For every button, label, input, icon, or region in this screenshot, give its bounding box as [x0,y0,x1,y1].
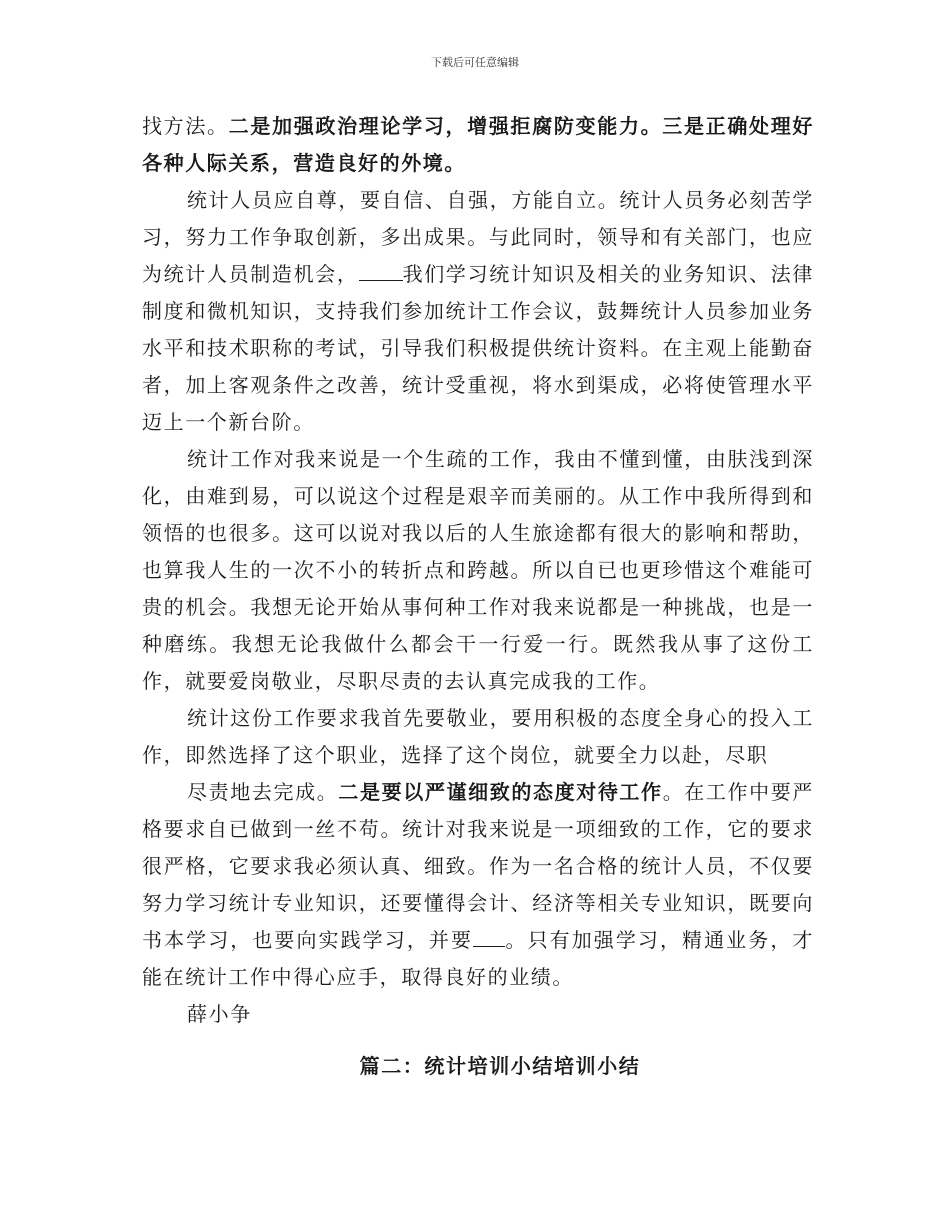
paragraph-5-lead: 尽责地去完成。 [187,780,339,804]
document-body [142,108,814,1033]
paragraph-3: 统计工作对我来说是一个生疏的工作，我由不懂到懂，由肤浅到深化，由难到易，可以说这个过程是艰辛而美丽的。从工作中我所得到和领悟的也很多。这可以说对我以后的人生旅途都有很大的影响和帮助，也算我人生的一次不小的转折点和跨越。所以自已也更珍惜这个难能可贵的机会。我想无论开始从事何种工作对我来说都是一种挑战，也是一种磨练。我想无论我做什么都会干一行爱一行。既然我从事了这份工作，就要爱岗敬业，尽职尽责的去认真完成我的工作。 [142,447,814,693]
paragraph-5-part-3: 。只有加强学习，精通业务，才能在统计工作中得心应手，取得良好的业绩。 [142,928,814,989]
paragraph-2 [142,182,814,441]
header-note: 下载后可任意编辑 [431,56,519,69]
blank-underline [359,260,403,281]
section-title: 篇二：统计培训小结培训小结 [359,1054,641,1078]
paragraph-5-bold: 二是要以严谨细致的态度对待工作 [338,780,663,804]
paragraph-5-part-2: 。在工作中要严格要求自已做到一丝不苟。统计对我来说是一项细致的工作，它的要求很严格，它要求我必须认真、细致。作为一名合格的统计人员，不仅要努力学习统计专业知识，还要懂得会计、经济等相关专业知识，既要向书本学习，也要向实践学习，并要 [142,780,815,952]
paragraph-2-part-1: 统计人员应自尊，要自信、自强，方能自立。统计人员务必刻苦学习，努力工作争取创新，多出成果。与此同时，领导和有关部门，也应为统计人员制造机会， [142,188,814,286]
paragraph-1-lead: 找方法。 [142,114,229,138]
paragraph-2-part-2: 我们学习统计知识及相关的业务知识、法律制度和微机知识，支持我们参加统计工作会议，鼓舞统计人员参加业务水平和技术职称的考试，引导我们积极提供统计资料。在主观上能勤奋者，加上客观条件之改善，统计受重视，将水到渠成，必将使管理水平迈上一个新台阶。 [142,262,815,434]
paragraph-4: 统计这份工作要求我首先要敬业，要用积极的态度全身心的投入工作，即然选择了这个职业，选择了这个岗位，就要全力以赴，尽职 [142,706,814,767]
signature: 薛小争 [187,1002,252,1026]
paragraph-5 [142,774,814,996]
paragraph-1-bold: 二是加强政治理论学习，增强拒腐防变能力。三是正确处理好各种人际关系，营造良好的外境。 [142,114,814,175]
blank-underline [473,926,505,947]
paragraph-1 [142,108,814,182]
